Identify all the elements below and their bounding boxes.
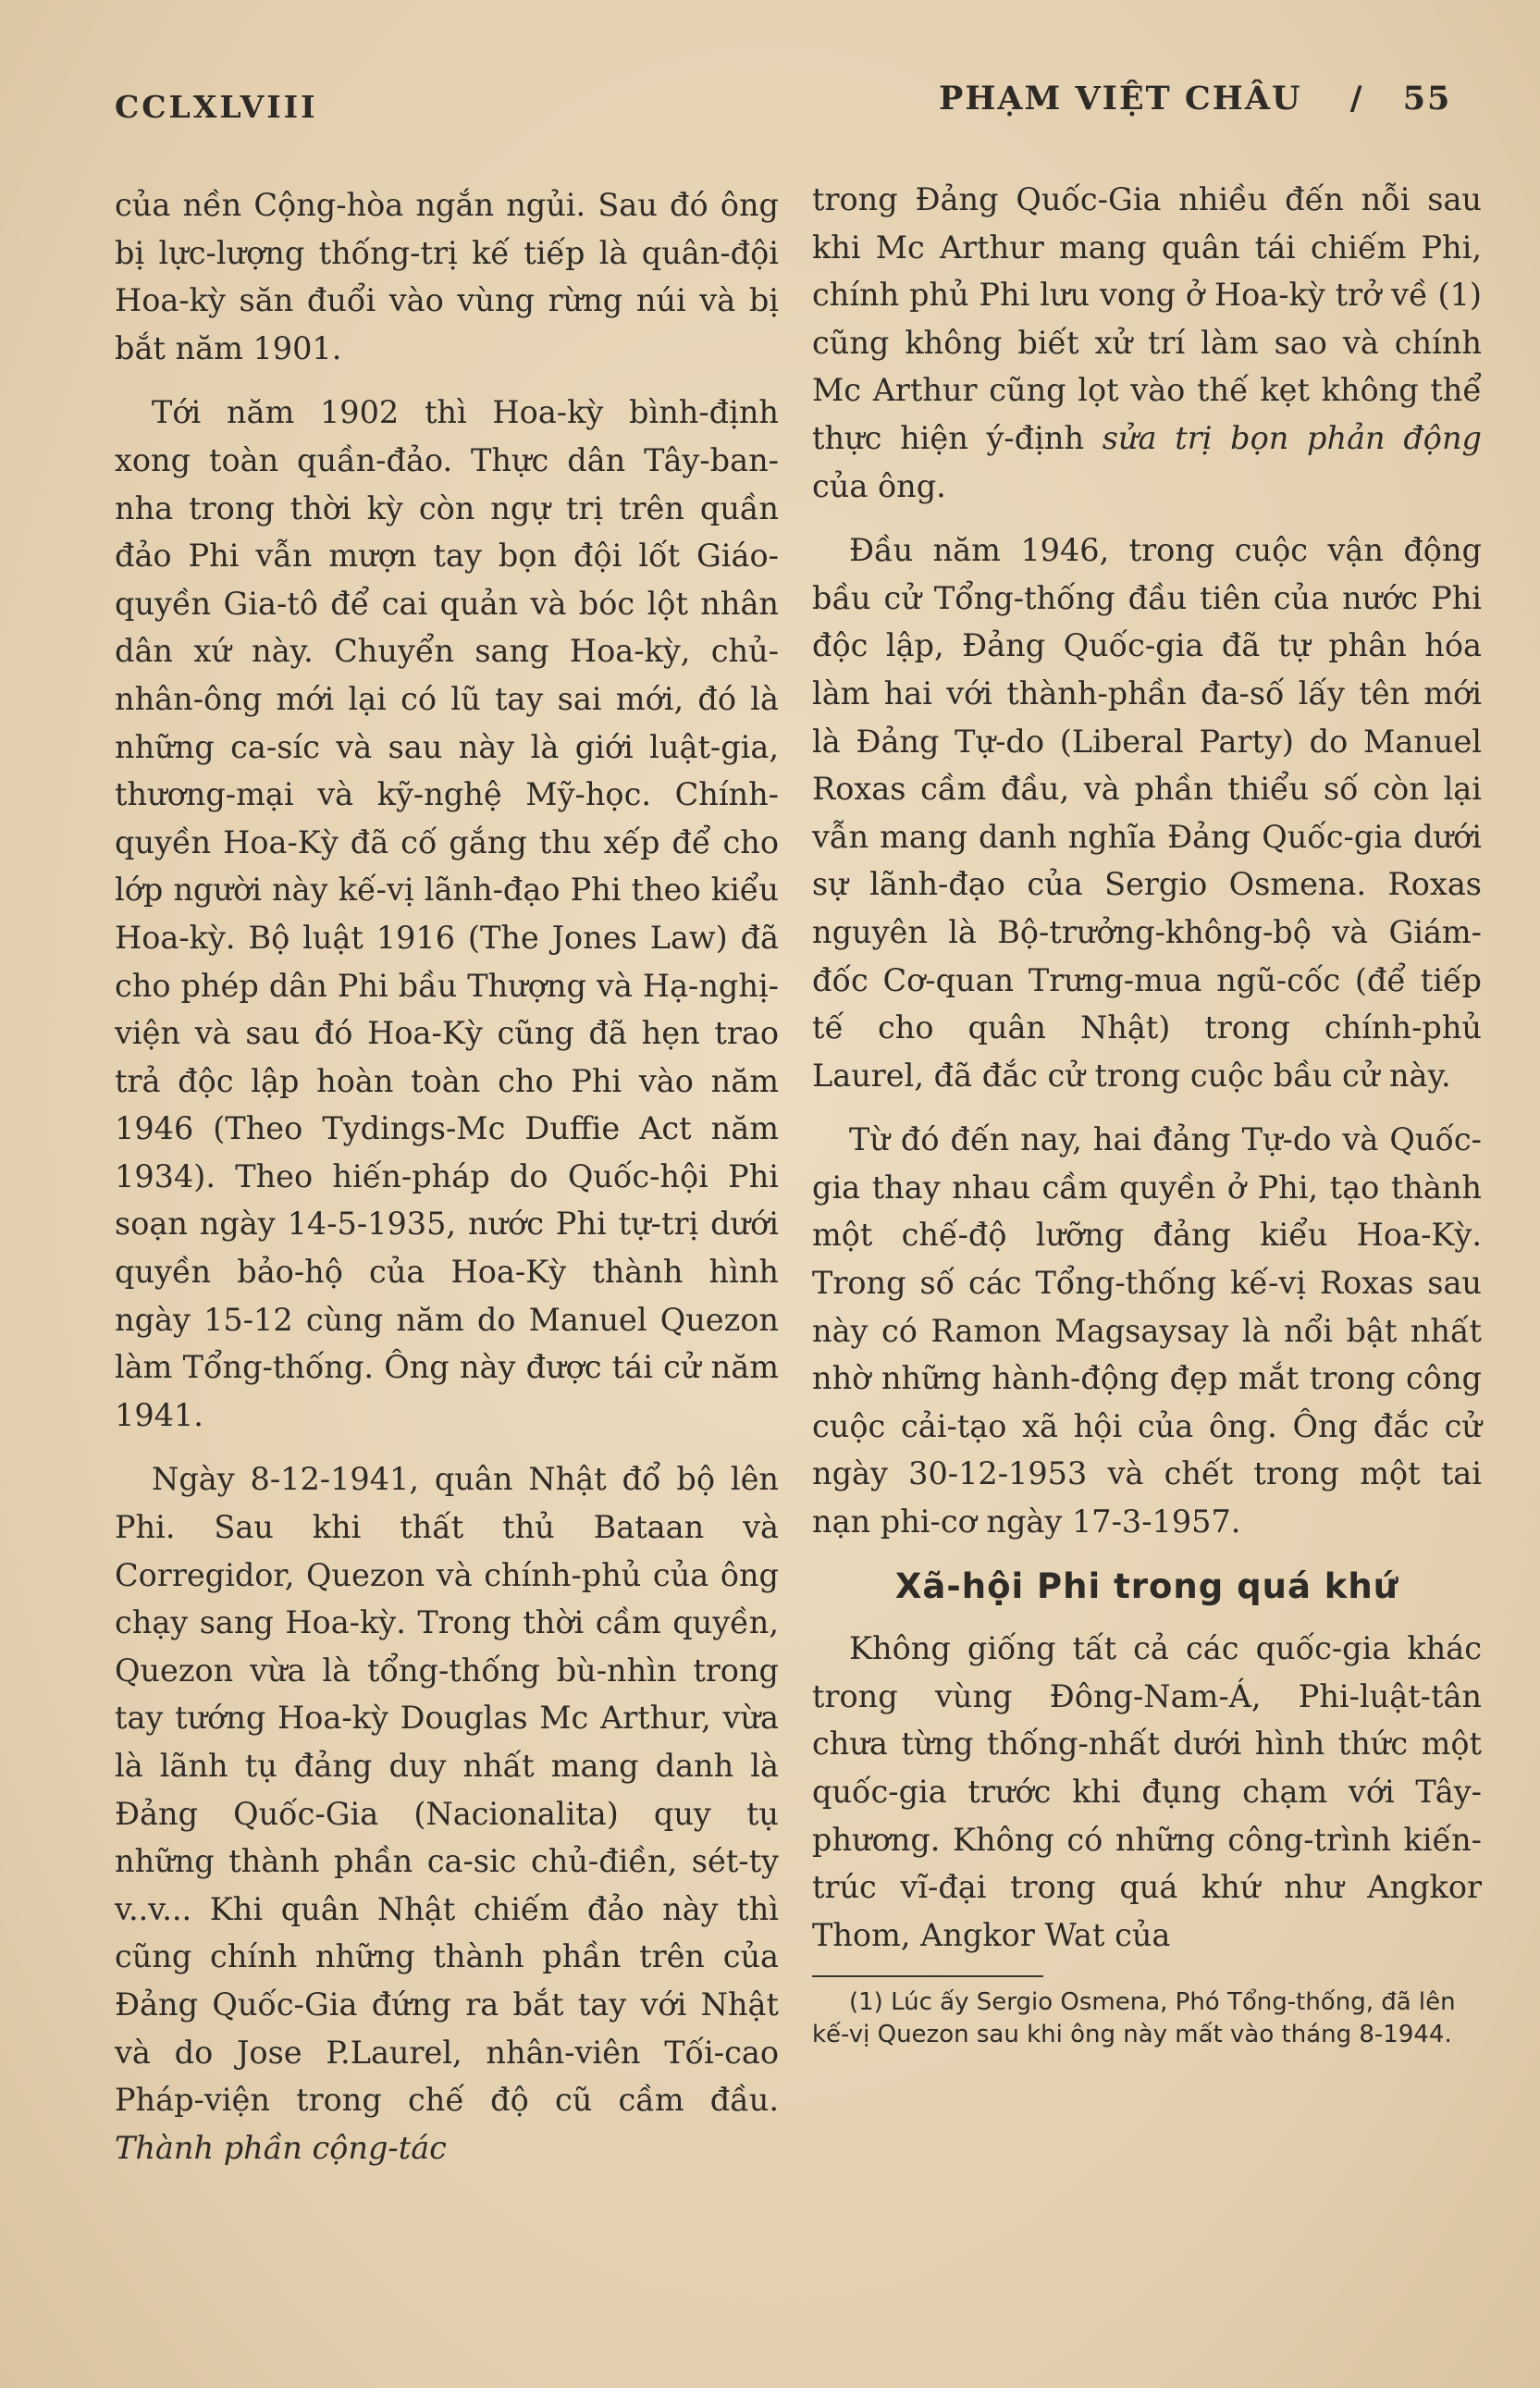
author-name: PHẠM VIỆT CHÂU xyxy=(939,80,1302,118)
paragraph xyxy=(812,176,1482,510)
italic-phrase: Thành phần cộng-tác xyxy=(115,2129,447,2166)
italic-phrase: sửa trị bọn phản động xyxy=(1102,419,1482,456)
paragraph-text: Ngày 8-12-1941, quân Nhật đổ bộ lên Phi. Sau khi thất thủ Bataan và Corregidor, Quezon và chính-phủ của ông chạy sang Hoa-kỳ. Trong thời cầm quyền, Quezon vừa là tổng-thống bù-nhìn trong tay tướng Hoa-kỳ Douglas Mc Arthur, vừa là lãnh tụ đảng duy nhất mang danh là Đảng Quốc-Gia (Nacionalita) quy tụ những thành phần ca-sic chủ-điền, sét-ty v..v... Khi quân Nhật chiếm đảo này thì cũng chính những thành phần trên của Đảng Quốc-Gia đứng ra bắt tay với Nhật và do Jose P.Laurel, nhân-viên Tối-cao Pháp-viện trong chế độ cũ cầm đầu. xyxy=(115,1461,779,2119)
paragraph: Tới năm 1902 thì Hoa-kỳ bình-định xong toàn quần-đảo. Thực dân Tây-ban-nha trong thời kỳ còn ngự trị trên quần đảo Phi vẫn mượn tay bọn đội lốt Giáo-quyền Gia-tô để cai quản và bóc lột nhân dân xứ này. Chuyển sang Hoa-kỳ, chủ-nhân-ông mới lại có lũ tay sai mới, đó là những ca-síc và sau này là giới luật-gia, thương-mại và kỹ-nghệ Mỹ-học. Chính-quyền Hoa-Kỳ đã cố gắng thu xếp để cho lớp người này kế-vị lãnh-đạo Phi theo kiểu Hoa-kỳ. Bộ luật 1916 (The Jones Law) đã cho phép dân Phi bầu Thượng và Hạ-nghị-viện và sau đó Hoa-Kỳ cũng đã hẹn trao trả độc lập hoàn toàn cho Phi vào năm 1946 (Theo Tydings-Mc Duffie Act năm 1934). Theo hiến-pháp do Quốc-hội Phi soạn ngày 14-5-1935, nước Phi tự-trị dưới quyền bảo-hộ của Hoa-Kỳ thành hình ngày 15-12 cùng năm do Manuel Quezon làm Tổng-thống. Ông này được tái cử năm 1941. xyxy=(115,394,779,1433)
paragraph-text: trong Đảng Quốc-Gia nhiều đến nỗi sau khi Mc Arthur mang quân tái chiếm Phi, chính phủ Phi lưu vong ở Hoa-kỳ trở về (1) cũng không biết xử trí làm sao và chính Mc Arthur cũng lọt vào thế kẹt không thể thực hiện ý-định xyxy=(812,181,1482,456)
header-separator: / xyxy=(1349,80,1364,118)
paragraph: của nền Cộng-hòa ngắn ngủi. Sau đó ông bị lực-lượng thống-trị kế tiếp là quân-đội Hoa-kỳ săn đuổi vào vùng rừng núi và bị bắt năm 1901. xyxy=(115,187,779,366)
paragraph-text: của ông. xyxy=(812,467,946,504)
footnote: (1) Lúc ấy Sergio Osmena, Phó Tổng-thống, đã lên kế-vị Quezon sau khi ông này mất vào tháng 8-1944. xyxy=(812,1988,1456,2049)
paragraph: Từ đó đến nay, hai đảng Tự-do và Quốc-gia thay nhau cầm quyền ở Phi, tạo thành một chế-độ lưỡng đảng kiểu Hoa-Kỳ. Trong số các Tổng-thống kế-vị Roxas sau này có Ramon Magsaysay là nổi bật nhất nhờ những hành-động đẹp mắt trong công cuộc cải-tạo xã hội của ông. Ông đắc cử ngày 30-12-1953 và chết trong một tai nạn phi-cơ ngày 17-3-1957. xyxy=(812,1121,1482,1540)
paragraph: Không giống tất cả các quốc-gia khác trong vùng Đông-Nam-Á, Phi-luật-tân chưa từng thống-nhất dưới hình thức một quốc-gia trước khi đụng chạm với Tây-phương. Không có những công-trình kiến-trúc vĩ-đại trong quá khứ như Angkor Thom, Angkor Wat của xyxy=(812,1630,1482,1953)
page-number: 55 xyxy=(1402,80,1452,118)
section-heading: Xã-hội Phi trong quá khứ xyxy=(894,1565,1399,1606)
left-column xyxy=(115,181,779,2188)
paragraph: Đầu năm 1946, trong cuộc vận động bầu cử Tổng-thống đầu tiên của nước Phi độc lập, Đảng Quốc-gia đã tự phân hóa làm hai với thành-phần đa-số lấy tên mới là Đảng Tự-do (Liberal Party) do Manuel Roxas cầm đầu, và phần thiểu số còn lại vẫn mang danh nghĩa Đảng Quốc-gia dưới sự lãnh-đạo của Sergio Osmena. Roxas nguyên là Bộ-trưởng-không-bộ và Giám-đốc Cơ-quan Trưng-mua ngũ-cốc (để tiếp tế cho quân Nhật) trong chính-phủ Laurel, đã đắc cử trong cuộc bầu cử này. xyxy=(812,532,1482,1094)
right-column xyxy=(812,176,1482,2051)
paragraph xyxy=(115,1455,779,2171)
running-header-left: CCLXLVIII xyxy=(115,89,318,125)
running-header-right xyxy=(939,80,1451,118)
footnote-divider xyxy=(812,1975,1043,1977)
